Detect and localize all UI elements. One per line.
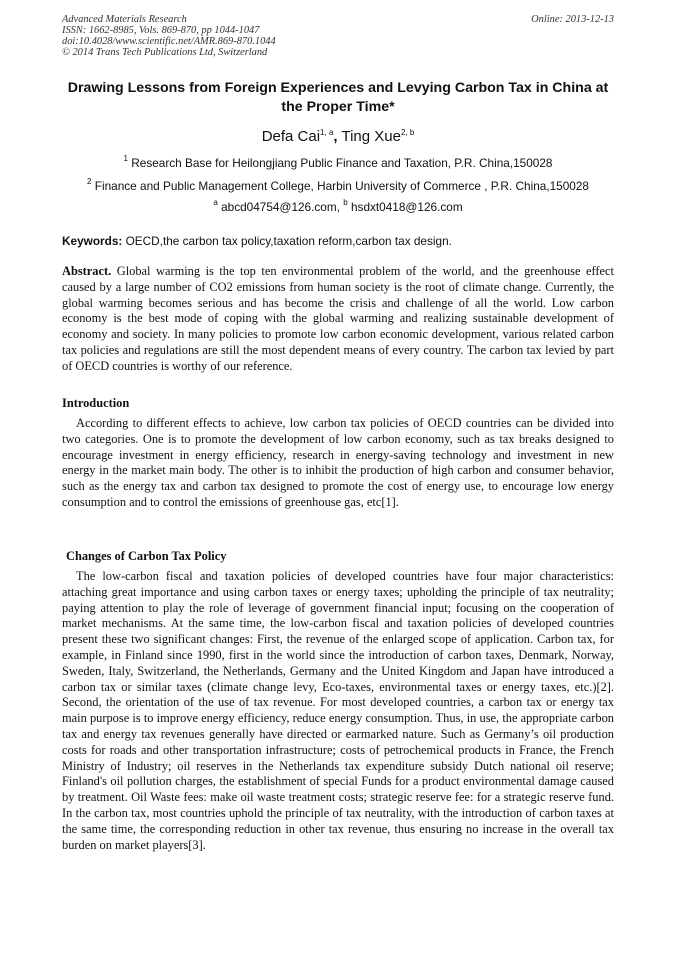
section-heading-changes: Changes of Carbon Tax Policy [66, 549, 227, 563]
doi-line: doi:10.4028/www.scientific.net/AMR.869-870.1044 [62, 36, 276, 47]
affiliation-number: 2 [87, 177, 92, 186]
author-emails [62, 200, 614, 215]
author-separator: , [333, 128, 338, 145]
paper-title: Drawing Lessons from Foreign Experiences and Levying Carbon Tax in China at the Proper Time* [67, 80, 609, 115]
changes-paragraph: The low-carbon fiscal and taxation policies of developed countries have four major characteristics: attaching great importance and using carbon taxes or energy taxes; upholding the principle of tax neutrality; paying attention to play the role of leverage of government financial input; focusing on the cooperation of market mechanisms. At the same time, the low-carbon fiscal and taxation policies of developed countries present these two significant changes: First, the revenue of the enlarged scope of application. Carbon tax, for example, in Finland since 1990, first in the world since the introduction of carbon taxes, Denmark, Norway, Sweden, Italy, Switzerland, the Netherlands, Germany and the United Kingdom and Japan have introduced a carbon tax or similar taxes (climate change levy, Eco-taxes, environmental taxes or energy taxes, etc.)[2]. Second, the orientation of the use of tax revenue. For most developed countries, a carbon tax or energy tax main purpose is to improve energy efficiency, reduce energy consumption. Thus, in use, the appropriate carbon tax and energy tax revenues generally have directed or earmarked nature. Such as Germany’s oil production costs for roads and other transportation infrastructure; costs of petrochemical products in France, the French Ministry of Industry; oil reserves in the Netherlands tax expenditure subsidy Dutch national oil reserve; Finland's oil pollution charges, the establishment of special Funds for a product environmental damage caused by treatment. Oil Waste fees: make oil waste treatment costs; strategic reserve fee: for a strategic reserve fund. In the carbon tax, most countries uphold the principle of tax neutrality, with the introduction of carbon taxes at the same time, the corresponding reduction in other tax revenue, thus ensuring no increase in the overall tax burden on market players[3]. [62, 569, 614, 852]
email-b: hsdxt0418@126.com [350, 200, 463, 214]
journal-name: Advanced Materials Research [62, 14, 187, 25]
introduction-paragraph: According to different effects to achieve, low carbon tax policies of OECD countries can be divided into two categories. One is to promote the development of low carbon economy, such as tax breaks designed to encourage investment in energy efficiency, research in energy-saving technology and investment in new energy in the market main body. The other is to inhibit the production of high carbon and consumer behavior, such as the energy tax and carbon tax designed to promote the cost of energy use, to encourage low energy consumption and to control the emissions of greenhouse gas, etc[1]. [62, 416, 614, 509]
email-superscript: a [213, 198, 218, 207]
email-superscript: b [343, 198, 348, 207]
affiliation-2 [62, 179, 614, 194]
affiliation-text: Finance and Public Management College, Harbin University of Commerce , P.R. China,150028 [94, 179, 589, 193]
author-superscript: 1, a [320, 128, 334, 137]
author-superscript: 2, b [400, 128, 415, 137]
section-heading-introduction: Introduction [62, 396, 130, 410]
online-date: Online: 2013-12-13 [531, 14, 614, 25]
affiliation-number: 1 [123, 154, 128, 163]
copyright-line: © 2014 Trans Tech Publications Ltd, Switzerland [62, 47, 268, 58]
abstract-text: Global warming is the top ten environmental problem of the world, and the greenhouse effect caused by a large number of CO2 emissions from human society is the root of climate change. Currently, the global warming becomes serious and has become the crisis and challenge of all the world. Low carbon economy is the best mode of coping with the global warming and realizing sustainable development of economy and society. In many policies to promote low carbon economic development, various related carbon tax policies and regulations are still the most dependent means of every country. The carbon tax levied by part of OECD countries is worthy of our reference. [62, 264, 614, 373]
issn-line: ISSN: 1662-8985, Vols. 869-870, pp 1044-1047 [62, 25, 260, 36]
keywords-text: OECD,the carbon tax policy,taxation reform,carbon tax design. [125, 234, 452, 248]
author-line [62, 127, 614, 147]
affiliation-1 [62, 156, 614, 171]
email-a: abcd04754@126.com, [221, 200, 340, 214]
abstract [62, 264, 614, 375]
abstract-label: Abstract. [62, 264, 112, 278]
author-name: Defa Cai [261, 128, 321, 145]
author-name: Ting Xue [341, 128, 401, 145]
affiliation-text: Research Base for Heilongjiang Public Finance and Taxation, P.R. China,150028 [131, 156, 553, 170]
keywords [62, 234, 614, 249]
keywords-label: Keywords: [62, 234, 123, 248]
running-header [62, 14, 614, 58]
